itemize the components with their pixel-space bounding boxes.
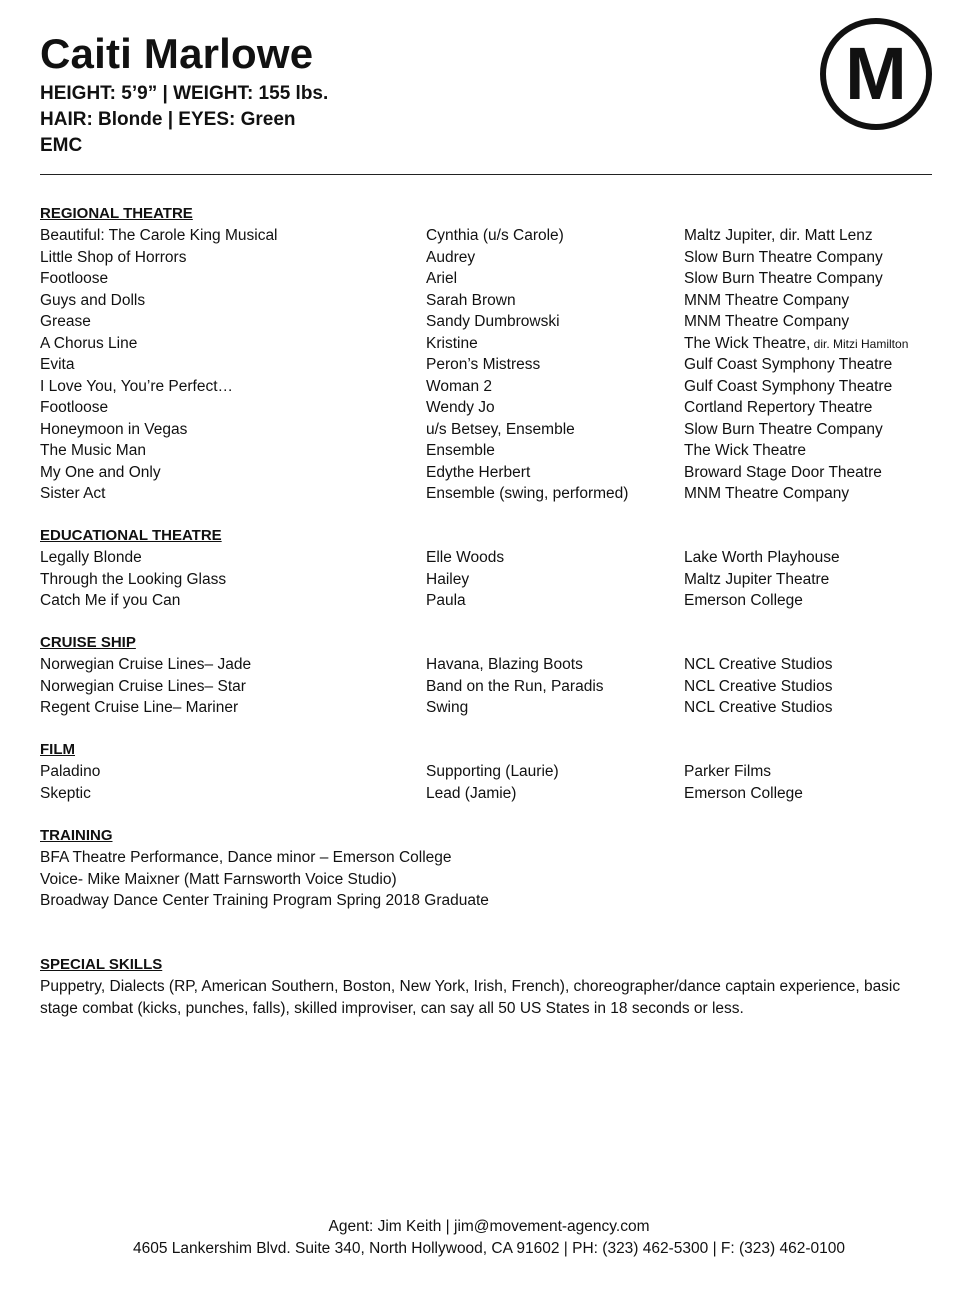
company-name-text: Slow Burn Theatre Company — [684, 270, 883, 287]
company-name-text: NCL Creative Studios — [684, 656, 833, 673]
show-title — [40, 761, 100, 783]
credit-list — [40, 225, 940, 505]
role-name — [426, 547, 504, 569]
show-title — [40, 247, 186, 269]
company-name — [684, 311, 849, 333]
show-title — [40, 354, 74, 376]
credit-row — [40, 376, 940, 398]
credit-row — [40, 590, 940, 612]
credit-list — [40, 761, 940, 804]
section-special-skills — [40, 955, 940, 1019]
show-title-text: Footloose — [40, 270, 109, 287]
section-training — [40, 826, 940, 912]
special-skills-text: Puppetry, Dialects (RP, American Southern, Boston, New York, Irish, French), choreographer/dance captain experience, basic stage combat (kicks, punches, falls), skilled improviser, can say all 50 US States in 18 seconds or less. — [40, 978, 901, 1017]
show-title — [40, 376, 233, 398]
section-title: EDUCATIONAL THEATRE — [40, 527, 222, 544]
company-name — [684, 225, 873, 247]
role-name-text: u/s Betsey, Ensemble — [426, 420, 575, 438]
section-title: SPECIAL SKILLS — [40, 956, 163, 973]
role-name — [426, 676, 604, 698]
company-name-text: Gulf Coast Symphony Theatre — [684, 356, 893, 373]
role-name-text: Wendy Jo — [426, 399, 495, 416]
show-title — [40, 483, 105, 505]
company-name — [684, 590, 803, 612]
role-name — [426, 397, 495, 419]
role-name — [426, 290, 516, 312]
role-name — [426, 354, 540, 376]
credit-row — [40, 419, 940, 441]
training-line: Voice- Mike Maixner (Matt Farnsworth Voice Studio) — [40, 870, 397, 888]
company-name — [684, 676, 832, 698]
hair-eyes: HAIR: Blonde | EYES: Green — [40, 109, 296, 130]
resume-header — [40, 28, 800, 158]
role-name-text: Ariel — [426, 270, 458, 287]
credit-row — [40, 268, 940, 290]
role-name-text: Audrey — [426, 248, 476, 266]
company-name-text: NCL Creative Studios — [684, 699, 833, 716]
section-title: FILM — [40, 741, 75, 758]
show-title — [40, 333, 137, 355]
role-name-text: Cynthia (u/s Carole) — [426, 227, 564, 244]
show-title — [40, 419, 187, 441]
role-name-text: Kristine — [426, 334, 478, 352]
show-title — [40, 290, 145, 312]
role-name — [426, 419, 575, 441]
company-name — [684, 419, 883, 441]
show-title-text: Little Shop of Horrors — [40, 248, 187, 266]
role-name — [426, 462, 530, 484]
credit-row — [40, 354, 940, 376]
show-title-text: Legally Blonde — [40, 549, 142, 566]
credit-row — [40, 676, 940, 698]
company-name-text: Emerson College — [684, 784, 803, 802]
show-title-text: A Chorus Line — [40, 334, 138, 352]
role-name-text: Edythe Herbert — [426, 463, 531, 481]
show-title-text: Sister Act — [40, 485, 106, 502]
section-title: REGIONAL THEATRE — [40, 205, 193, 222]
actor-name: Caiti Marlowe — [40, 30, 314, 77]
company-name — [684, 697, 832, 719]
company-name-text: MNM Theatre Company — [684, 291, 850, 309]
company-name — [684, 483, 849, 505]
section-title: CRUISE SHIP — [40, 634, 136, 651]
company-name — [684, 547, 840, 569]
credit-row — [40, 654, 940, 676]
role-name — [426, 225, 564, 247]
role-name — [426, 376, 492, 398]
show-title-text: Regent Cruise Line– Mariner — [40, 699, 239, 716]
role-name-text: Swing — [426, 699, 469, 716]
show-title-text: The Music Man — [40, 442, 146, 459]
company-name — [684, 440, 806, 462]
company-name — [684, 654, 832, 676]
credit-row — [40, 569, 940, 591]
company-name-text: Lake Worth Playhouse — [684, 549, 840, 566]
show-title-text: Catch Me if you Can — [40, 592, 181, 609]
show-title — [40, 783, 91, 805]
show-title — [40, 440, 146, 462]
role-name — [426, 783, 516, 805]
union-status: EMC — [40, 135, 83, 156]
role-name — [426, 761, 559, 783]
role-name-text: Ensemble — [426, 442, 495, 459]
company-name — [684, 268, 883, 290]
credit-row — [40, 761, 940, 783]
credit-row — [40, 483, 940, 505]
show-title-text: Through the Looking Glass — [40, 570, 227, 588]
agent-footer — [0, 1216, 978, 1260]
section-regional-theatre — [40, 204, 940, 505]
credit-row — [40, 247, 940, 269]
show-title-text: My One and Only — [40, 463, 161, 481]
company-name-text: Cortland Repertory Theatre — [684, 399, 873, 416]
credit-row — [40, 333, 940, 355]
role-name — [426, 654, 583, 676]
role-name — [426, 569, 469, 591]
company-name-text: Parker Films — [684, 763, 771, 780]
show-title-text: Grease — [40, 313, 91, 330]
company-name-text: Maltz Jupiter, dir. Matt Lenz — [684, 227, 873, 244]
show-title — [40, 590, 180, 612]
credit-row — [40, 311, 940, 333]
show-title-text: Paladino — [40, 763, 101, 780]
section-title: TRAINING — [40, 827, 113, 844]
company-name-text: The Wick Theatre — [684, 442, 807, 459]
company-name — [684, 761, 771, 783]
company-name-text: NCL Creative Studios — [684, 677, 833, 695]
agency-logo-icon — [820, 18, 932, 130]
company-name-text: Broward Stage Door Theatre — [684, 463, 882, 481]
show-title-text: Guys and Dolls — [40, 291, 146, 309]
role-name-text: Woman 2 — [426, 377, 493, 395]
company-name — [684, 376, 892, 398]
header-divider — [40, 174, 932, 175]
credit-row — [40, 397, 940, 419]
credit-row — [40, 783, 940, 805]
credit-row — [40, 225, 940, 247]
training-line: Broadway Dance Center Training Program Spring 2018 Graduate — [40, 892, 489, 909]
company-name-text: Slow Burn Theatre Company — [684, 248, 883, 266]
company-name — [684, 354, 892, 376]
credit-row — [40, 440, 940, 462]
role-name-text: Elle Woods — [426, 549, 505, 566]
role-name-text: Hailey — [426, 570, 470, 588]
credit-row — [40, 547, 940, 569]
show-title-text: Skeptic — [40, 784, 91, 802]
show-title-text: Beautiful: The Carole King Musical — [40, 227, 278, 244]
show-title — [40, 676, 246, 698]
company-name — [684, 783, 803, 805]
role-name — [426, 333, 478, 355]
show-title-text: Norwegian Cruise Lines– Star — [40, 677, 246, 695]
company-name-text: Gulf Coast Symphony Theatre — [684, 377, 893, 395]
role-name — [426, 590, 466, 612]
show-title — [40, 569, 226, 591]
role-name — [426, 247, 475, 269]
company-name-text: Maltz Jupiter Theatre — [684, 570, 830, 588]
show-title-text: I Love You, You’re Perfect… — [40, 377, 234, 395]
role-name — [426, 440, 495, 462]
company-name — [684, 462, 882, 484]
role-name — [426, 268, 457, 290]
show-title — [40, 462, 161, 484]
show-title — [40, 547, 142, 569]
credit-row — [40, 462, 940, 484]
company-name — [684, 247, 883, 269]
show-title-text: Norwegian Cruise Lines– Jade — [40, 656, 252, 673]
credit-row — [40, 290, 940, 312]
show-title — [40, 397, 108, 419]
credit-row — [40, 697, 940, 719]
section-cruise-ship — [40, 633, 940, 719]
show-title-text: Footloose — [40, 399, 109, 416]
agency-address: 4605 Lankershim Blvd. Suite 340, North Hollywood, CA 91602 | PH: (323) 462-5300 | F: (323) 462-0100 — [133, 1240, 845, 1257]
role-name — [426, 311, 560, 333]
show-title — [40, 697, 238, 719]
role-name — [426, 483, 628, 505]
company-name-text: MNM Theatre Company — [684, 485, 850, 502]
training-line: BFA Theatre Performance, Dance minor – Emerson College — [40, 849, 452, 866]
company-name — [684, 290, 849, 312]
role-name-text: Lead (Jamie) — [426, 784, 517, 802]
company-name — [684, 397, 872, 419]
credit-list — [40, 547, 940, 612]
company-name — [684, 569, 829, 591]
company-name-text: The Wick Theatre, — [684, 334, 811, 352]
company-name — [684, 333, 908, 356]
role-name-text: Sarah Brown — [426, 291, 516, 309]
section-film — [40, 740, 940, 804]
show-title — [40, 268, 108, 290]
company-name-text: MNM Theatre Company — [684, 313, 850, 330]
agent-contact: Agent: Jim Keith | jim@movement-agency.com — [328, 1218, 650, 1235]
role-name-text: Paula — [426, 592, 466, 609]
role-name-text: Band on the Run, Paradis — [426, 677, 604, 695]
show-title — [40, 311, 91, 333]
role-name-text: Ensemble (swing, performed) — [426, 485, 629, 502]
show-title — [40, 654, 251, 676]
company-name-text: Emerson College — [684, 592, 803, 609]
credit-list — [40, 654, 940, 719]
director-note: dir. Mitzi Hamilton — [810, 336, 909, 351]
show-title-text: Evita — [40, 356, 75, 373]
role-name-text: Supporting (Laurie) — [426, 763, 559, 780]
role-name-text: Sandy Dumbrowski — [426, 313, 560, 330]
section-educational-theatre — [40, 526, 940, 612]
height-weight: HEIGHT: 5’9” | WEIGHT: 155 lbs. — [40, 83, 329, 104]
show-title — [40, 225, 278, 247]
show-title-text: Honeymoon in Vegas — [40, 420, 188, 438]
role-name-text: Havana, Blazing Boots — [426, 656, 583, 673]
role-name — [426, 697, 468, 719]
role-name-text: Peron’s Mistress — [426, 356, 541, 373]
logo-letter: M — [845, 32, 907, 115]
company-name-text: Slow Burn Theatre Company — [684, 420, 883, 438]
